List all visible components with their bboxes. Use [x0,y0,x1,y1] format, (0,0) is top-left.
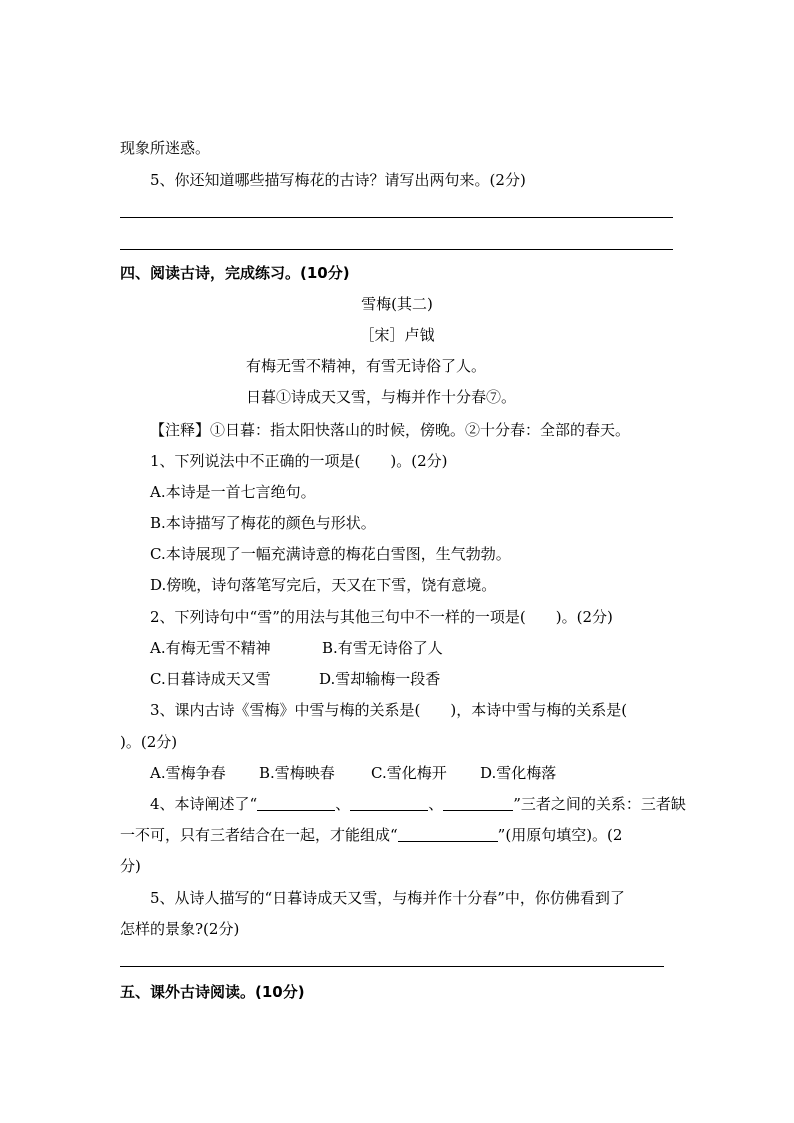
q3-option-a: A.雪梅争春 [150,764,226,782]
poem-author: ［宋］卢钺 [359,326,435,344]
q3-option-d: D.雪化梅落 [480,764,557,782]
q1-option-b: B.本诗描写了梅花的颜色与形状。 [150,514,376,532]
q3-option-c: C.雪化梅开 [371,764,447,782]
section-5-title: 五、课外古诗阅读。(10分) [120,983,305,1001]
q2-option-b: B.有雪无诗俗了人 [322,639,443,657]
fill-blank[interactable] [257,810,335,811]
q4-text: 一不可，只有三者结合在一起，才能组成“ [120,826,398,844]
question-4 [150,794,686,814]
question-3: 3、课内古诗《雪梅》中雪与梅的关系是( )，本诗中雪与梅的关系是( [150,701,628,719]
q1-option-d: D.傍晚，诗句落笔写完后，天又在下雪，饶有意境。 [150,576,497,594]
q4-sep: 、 [335,795,351,813]
fill-blank[interactable] [398,841,498,842]
q1-option-c: C.本诗展现了一幅充满诗意的梅花白雪图，生气勃勃。 [150,545,511,563]
answer-line[interactable] [120,966,664,967]
text-line: 现象所迷惑。 [120,139,211,157]
question-1: 1、下列说法中不正确的一项是( )。(2分) [150,452,448,470]
q2-option-c: C.日暮诗成天又雪 [150,670,271,688]
q3-option-b: B.雪梅映春 [259,764,335,782]
question-3-cont: )。(2分) [120,733,178,751]
answer-line[interactable] [120,217,673,218]
question-5-cont: 怎样的景象?(2分) [120,920,240,938]
answer-line[interactable] [120,249,673,250]
question-4-cont: 分) [120,857,141,875]
q4-text: ”(用原句填空)。(2 [497,826,623,844]
poem-line-1: 有梅无雪不精神，有雪无诗俗了人。 [246,357,487,375]
question-5-prev: 5、你还知道哪些描写梅花的古诗？请写出两句来。(2分) [150,171,526,189]
q4-sep: 、 [428,795,444,813]
fill-blank[interactable] [350,810,428,811]
q1-option-a: A.本诗是一首七言绝句。 [150,483,316,501]
poem-line-2: 日暮①诗成天又雪，与梅并作十分春⑦。 [246,388,517,406]
fill-blank[interactable] [443,810,513,811]
question-2: 2、下列诗句中“雪”的用法与其他三句中不一样的一项是( )。(2分) [150,608,613,626]
q2-option-d: D.雪却输梅一段香 [319,670,441,688]
poem-title: 雪梅(其二) [361,295,433,313]
q2-option-a: A.有梅无雪不精神 [150,639,271,657]
question-5: 5、从诗人描写的“日暮诗成天又雪，与梅并作十分春”中，你仿佛看到了 [150,889,625,907]
q4-text: 4、本诗阐述了“ [150,795,258,813]
q4-text: ”三者之间的关系：三者缺 [513,795,686,813]
section-4-title: 四、阅读古诗，完成练习。(10分) [120,264,350,282]
question-4-cont [120,825,622,845]
poem-note: 【注释】①日暮：指太阳快落山的时候，傍晚。②十分春：全部的春天。 [150,421,631,439]
